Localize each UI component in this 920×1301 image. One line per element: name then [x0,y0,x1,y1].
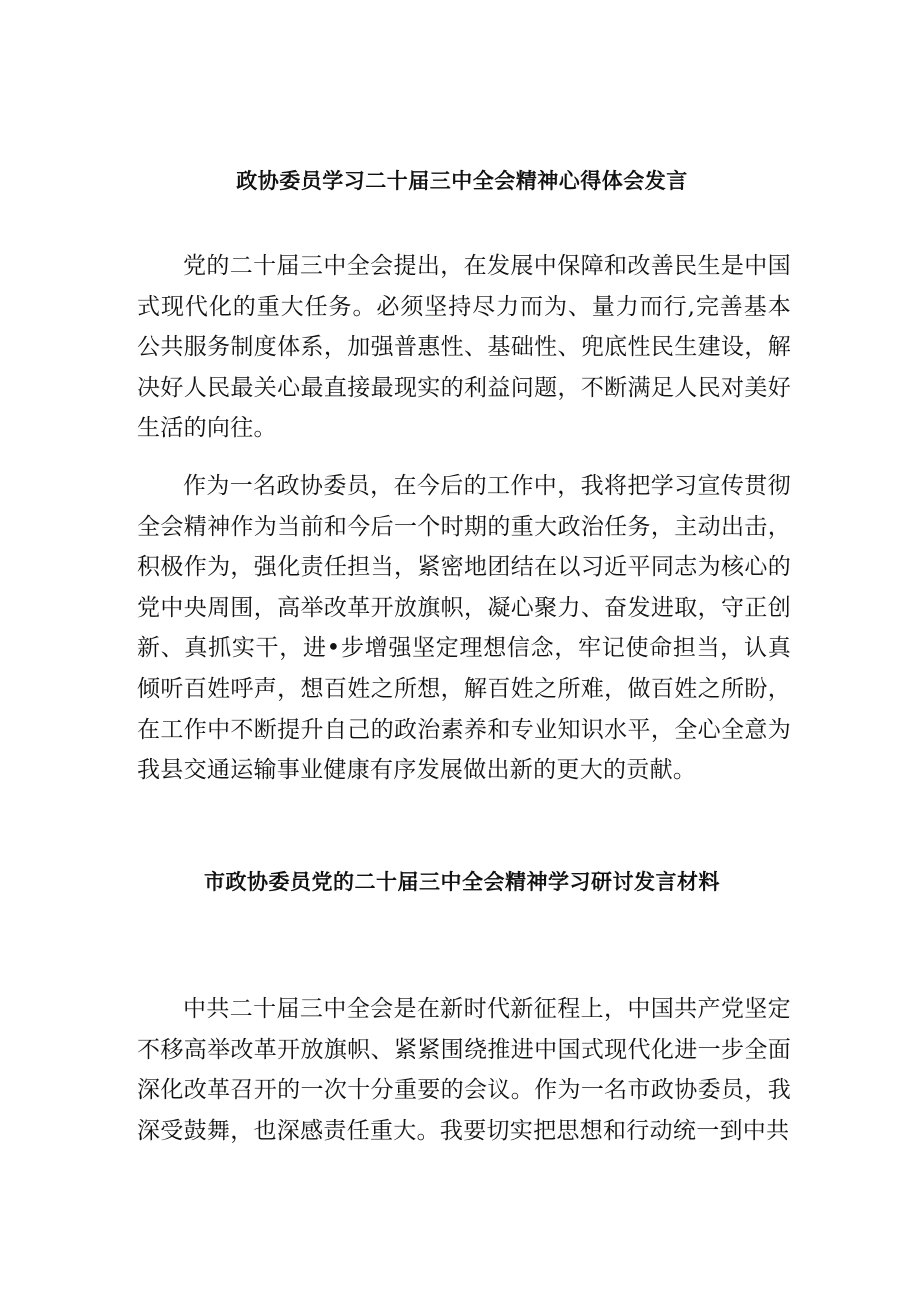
section-1-title: 政协委员学习二十届三中全会精神心得体会发言 [236,168,688,193]
section-1-paragraph-1: 党的二十届三中全会提出，在发展中保障和改善民生是中国式现代化的重大任务。必须坚持尽力而为、量力而行,完善基本公共服务制度体系，加强普惠性、基础性、兜底性民生建设，解决好人民最关心最直接最现实的利益问题，不断满足人民对美好生活的向往。 [137,253,791,442]
section-1-paragraph-2: 作为一名政协委员，在今后的工作中，我将把学习宣传贯彻全会精神作为当前和今后一个时期的重大政治任务，主动出击，积极作为，强化责任担当，紧密地团结在以习近平同志为核心的党中央周围，高举改革开放旗帜，凝心聚力、奋发进取，守正创新、真抓实干，进•步增强坚定理想信念，牢记使命担当，认真倾听百姓呼声，想百姓之所想，解百姓之所难，做百姓之所盼，在工作中不断提升自己的政治素养和专业知识水平，全心全意为我县交通运输事业健康有序发展做出新的更大的贡献。 [137,473,791,784]
section-2-paragraph-1: 中共二十届三中全会是在新时代新征程上，中国共产党坚定不移高举改革开放旗帜、紧紧围绕推进中国式现代化进一步全面深化改革召开的一次十分重要的会议。作为一名市政协委员，我深受鼓舞，也深感责任重大。我要切实把思想和行动统一到中共 [137,996,791,1144]
section-2-title: 市政协委员党的二十届三中全会精神学习研讨发言材料 [204,869,720,894]
